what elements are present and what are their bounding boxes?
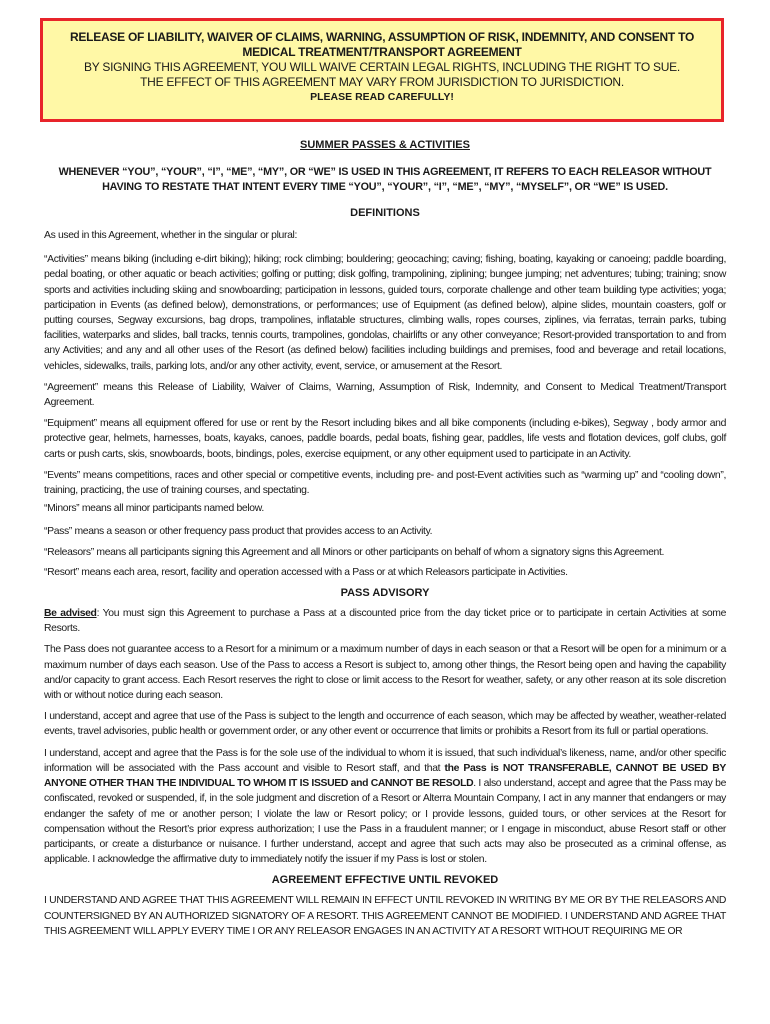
pass-transfer-paragraph: [44, 746, 726, 868]
warning-box: [40, 18, 724, 122]
pass-season-paragraph: I understand, accept and agree that use of the Pass is subject to the length and occurrence of each season, which may be affected by weather, weather-related events, travel advisories, public health or government order, or any other event or occurrence that limits or prohibits a Resort from its full or partial operations.: [44, 711, 726, 738]
agreement-effective-heading: AGREEMENT EFFECTIVE UNTIL REVOKED: [271, 874, 499, 887]
pass-transfer-text-b: . I also understand, accept and agree that the Pass may be confiscated, revoked or suspended, if, in the sole judgment and discretion of a Resort or Alterra Mountain Company, I act in any manner that endangers or may endanger the safety of me or another person; I violate the law or Resort policy; or I provide lessons, guided tours, or other services at the Resort for compensation without the Resort’s prior express authorization; I use the Pass in a fraudulent manner; or I engage in misconduct, abuse Resort staff or other participants, or create a disturbance or nuisance. I further understand, accept and agree that such acts may also be prosecuted as a criminal offense, as applicable. I acknowledge the affirmative duty to immediately notify the issuer if my Pass is lost or stolen.: [44, 778, 726, 866]
pass-access-paragraph: The Pass does not guarantee access to a Resort for a minimum or a maximum number of days in each season or that a Resort will be open for a minimum or a maximum number of days each season. Use of the Pass to access a Resort is subject to, among other things, the Resort being open and having the capability and/or capacity to grant access. Each Resort reserves the right to close or limit access to the Resort for weather, safety, or any other reason at its sole discretion with or without notice during each season.: [44, 644, 726, 702]
definition-agreement: “Agreement” means this Release of Liability, Waiver of Claims, Warning, Assumption of Risk, Indemnity, and Consent to Medical Treatment/Transport Agreement.: [44, 381, 726, 409]
definition-activities: “Activities” means biking (including e-dirt biking); hiking; rock climbing; bouldering; geocaching; caving; fishing, boating, kayaking or canoeing; paddle boarding, pedal boating, or other aquatic or beach activities; golfing or putting; disk golfing, trampolining, ziplining; bungee jumping; net adventures; tubing; training; snow sports and activities including skiing and snowboarding; participation in lessons, guided tours, corporate challenge and other team building type activities; yoga; participation in Events (as defined below), demonstrations, or performances; use of Equipment (as defined below), alpine slides, mountain coasters, golf or putting courses, Segway excursions, bag drops, trampolines, inflatable structures, climbing walls, ropes courses, ziplines, via ferratas, terrain parks, tubing facilities, waterparks and slides, ball tracks, tennis courts, trampolines, gondolas, chairlifts or any other conveyance; Resort-provided transportation to and from any Activities; and any and all other uses of the Resort (as defined below) facilities including buildings and premises, food and beverage and retail locations, vehicles, sidewalks, trails, parking lots, and/or any other activity, event, service, or amusement at the Resort.: [44, 254, 726, 372]
section-title: SUMMER PASSES & ACTIVITIES: [300, 139, 470, 151]
definition-events: “Events” means competitions, races and other special or competitive events, including pre- and post-Event activities such as “warming up” and “cooling down”, training, practicing, the use of training courses, and spectating.: [44, 469, 726, 497]
be-advised-text: : You must sign this Agreement to purchase a Pass at a discounted price from the day ticket price or to participate in certain Activities at some Resorts.: [44, 608, 726, 635]
definition-pass: “Pass” means a season or other frequency pass product that provides access to an Activity.: [44, 526, 433, 538]
definition-minors: “Minors” means all minor participants named below.: [44, 503, 264, 515]
definition-releasors: “Releasors” means all participants signing this Agreement and all Minors or other participants on behalf of whom a signatory signs this Agreement.: [44, 546, 665, 558]
jurisdiction-warning-line: THE EFFECT OF THIS AGREEMENT MAY VARY FROM JURISDICTION TO JURISDICTION.: [140, 75, 624, 89]
definition-equipment: “Equipment” means all equipment offered for use or rent by the Resort including bikes and all bike components (including e-bikes), Segway , body armor and protective gear, helmets, harnesses, boats, kayaks, canoes, paddle boards, pedal boats, fishing gear, paddles, life vests and flotation devices, golf clubs, golf carts or push carts, skis, snowboards, boots, bindings, poles, exercise equipment, or any other equipment used to participate in an Activity.: [44, 418, 726, 460]
be-advised-label: Be advised: [44, 608, 97, 620]
waiver-warning-line: BY SIGNING THIS AGREEMENT, YOU WILL WAIVE CERTAIN LEGAL RIGHTS, INCLUDING THE RIGHT TO SUE.: [83, 60, 681, 74]
pass-transfer-text-a: I understand, accept and agree that the Pass is for the sole use of the individual to whom it is issued, that such individual’s likeness, name, and/or other specific information will be associated with the Pass account and visible to Resort staff, and that: [44, 747, 726, 774]
please-read-notice: PLEASE READ CAREFULLY!: [310, 91, 454, 103]
whenever-statement: WHENEVER “YOU”, “YOUR”, “I”, “ME”, “MY”, OR “WE” IS USED IN THIS AGREEMENT, IT REFERS TO EACH RELEASOR WITHOUT HAVING TO RESTATE THAT INTENT EVERY TIME “YOU”, “YOUR”, “I”, “ME”, “MY”, “MYSELF”, OR “WE” IS USED.: [58, 166, 712, 193]
definition-resort: “Resort” means each area, resort, facility and operation accessed with a Pass or at which Releasors participate in Activities.: [44, 566, 568, 578]
agreement-title: RELEASE OF LIABILITY, WAIVER OF CLAIMS, WARNING, ASSUMPTION OF RISK, INDEMNITY, AND CONSENT TO MEDICAL TREATMENT/TRANSPORT AGREEMENT: [69, 30, 695, 59]
definitions-heading: DEFINITIONS: [350, 207, 420, 219]
definitions-intro: As used in this Agreement, whether in the singular or plural:: [44, 230, 297, 241]
pass-not-transferable: the Pass is NOT TRANSFERABLE, CANNOT BE USED BY ANYONE OTHER THAN THE INDIVIDUAL TO WHOM IT IS ISSUED and CANNOT BE RESOLD: [44, 762, 726, 790]
be-advised-paragraph: [44, 606, 726, 636]
document-body: [44, 138, 726, 939]
pass-advisory-heading: PASS ADVISORY: [340, 587, 430, 600]
agreement-effective-paragraph: I UNDERSTAND AND AGREE THAT THIS AGREEMENT WILL REMAIN IN EFFECT UNTIL REVOKED IN WRITING BY ME OR BY THE RELEASORS AND COUNTERSIGNED BY AN AUTHORIZED SIGNATORY OF A RESORT. THIS AGREEMENT CANNOT BE MODIFIED. I UNDERSTAND AND AGREE THAT THIS AGREEMENT WILL APPLY EVERY TIME I OR ANY RELEASOR ENGAGES IN AN ACTIVITY AT A RESORT WITHOUT REQUIRING ME OR: [44, 895, 726, 937]
